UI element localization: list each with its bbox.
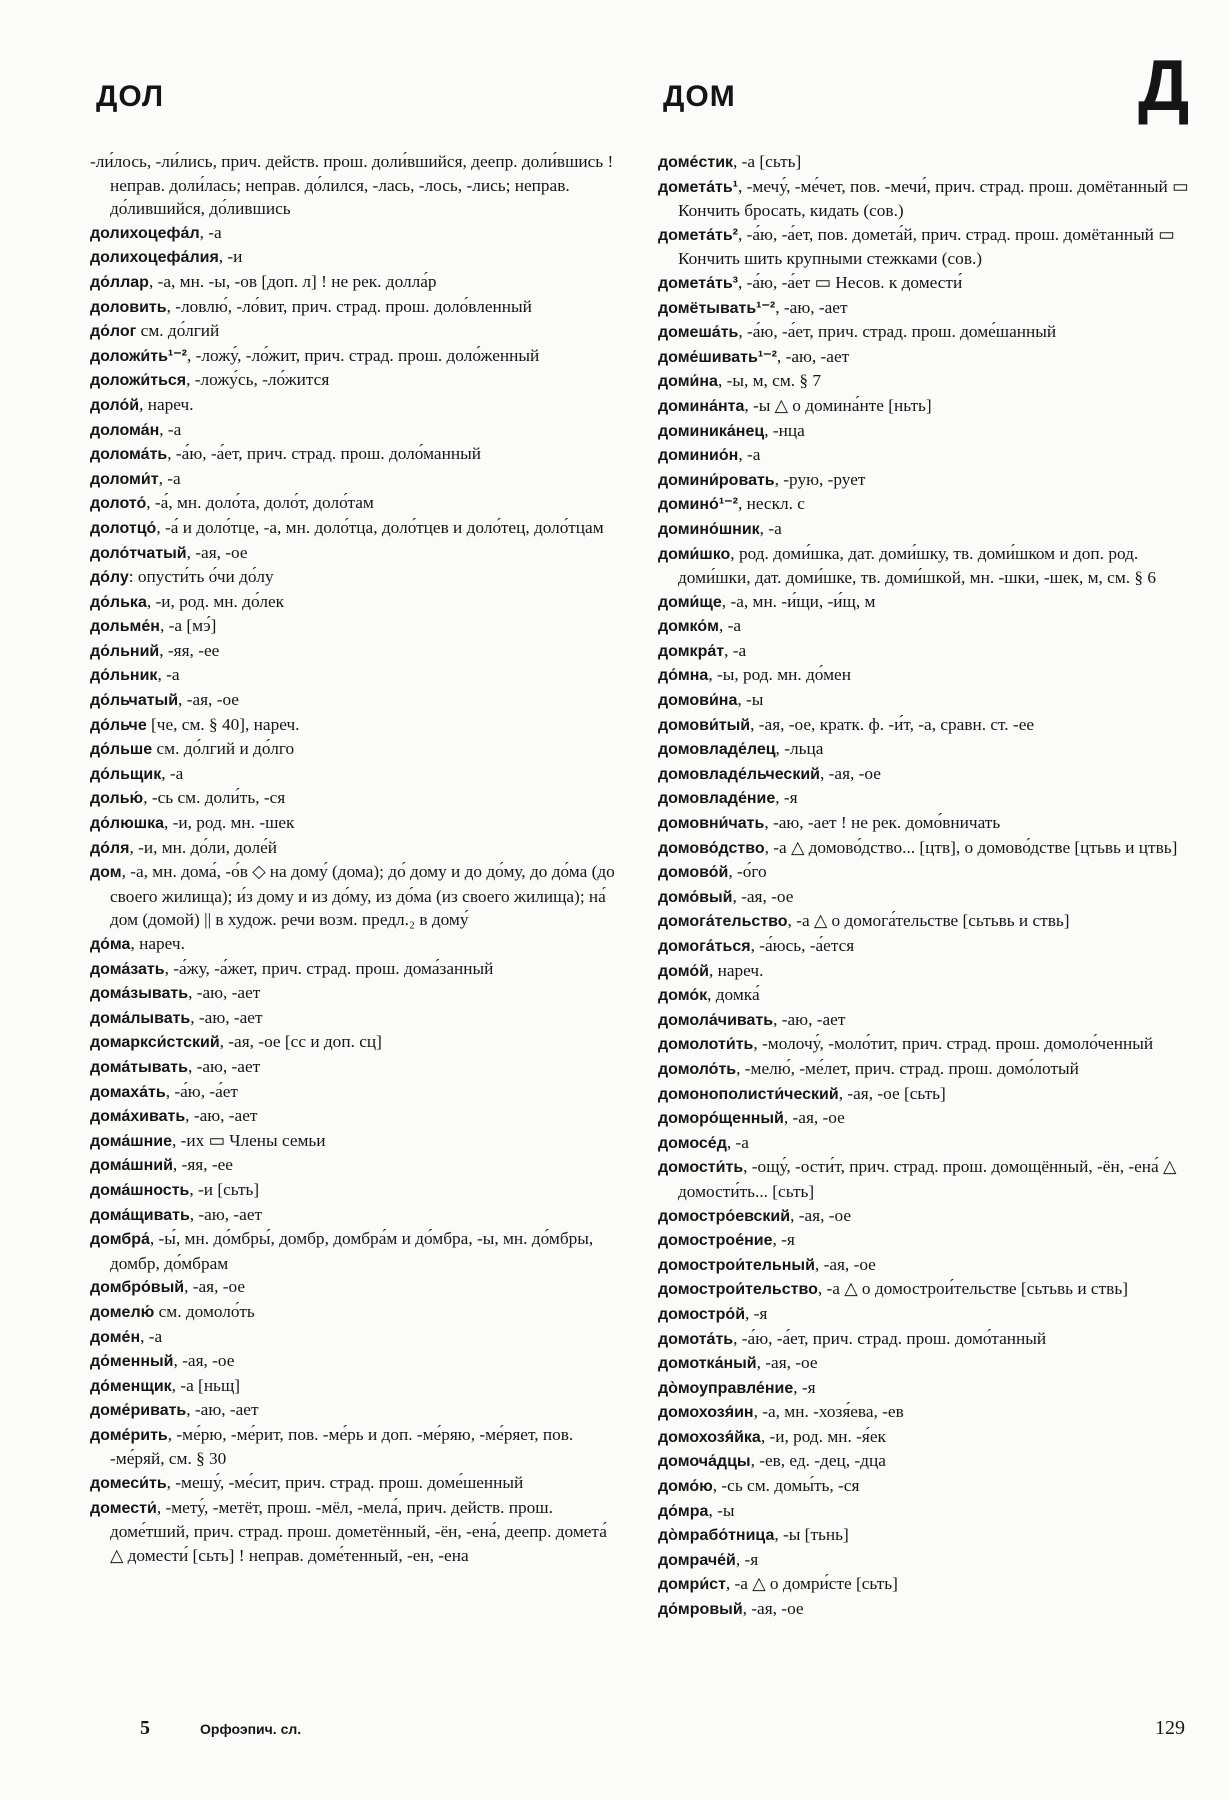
- headword: домри́ст: [658, 1576, 726, 1594]
- dictionary-entry: домаркси́стский, -ая, -ое [сс и доп. сц]: [90, 1032, 382, 1052]
- dictionary-entry: доломи́т, -а: [90, 468, 181, 488]
- headword: домеша́ть: [658, 324, 739, 342]
- headword: доме́стик: [658, 154, 734, 171]
- sheet-title: Орфоэпич. сл.: [200, 1721, 302, 1737]
- headword: домета́ть³: [658, 274, 738, 292]
- headword: до̀моуправле́ние: [658, 1379, 794, 1397]
- headword: доми́ще: [658, 593, 722, 611]
- headword: домоло́ть: [658, 1060, 737, 1078]
- dictionary-entry: долото́, -а́, мн. доло́та, доло́т, доло́там: [90, 493, 374, 513]
- running-head-left: ДОЛ: [96, 80, 165, 113]
- headword: долома́ть: [90, 446, 168, 464]
- headword: долью́: [90, 790, 144, 808]
- dictionary-entry: до́ллар, -а, мн. -ы, -ов [доп. л] ! не рек. долла́р: [90, 271, 437, 291]
- dictionary-entry: домаха́ть, -а́ю, -а́ет: [90, 1081, 238, 1101]
- dictionary-entry: долихоцефа́л, -а: [90, 222, 222, 242]
- headword: дома́шние: [90, 1132, 172, 1150]
- dictionary-entry: до́льний, -яя, -ее: [90, 640, 220, 660]
- headword: домета́ть¹: [658, 178, 738, 196]
- dictionary-entry: домраче́й, -я: [658, 1549, 759, 1569]
- headword: дома́хивать: [90, 1108, 186, 1126]
- headword: домострое́ние: [658, 1232, 773, 1250]
- headword: домино́шник: [658, 520, 760, 538]
- headword: домови́на: [658, 692, 738, 710]
- dictionary-entry: домоло́ть, -мелю́, -ме́лет, прич. страд. прош. домо́лотый: [658, 1058, 1079, 1078]
- headword: до́мра: [658, 1502, 709, 1520]
- headword: до́льщик: [90, 765, 162, 783]
- dictionary-entry: домкра́т, -а: [658, 640, 747, 660]
- dictionary-entry: домета́ть³, -а́ю, -а́ет ▭ Несов. к домести́: [658, 272, 963, 292]
- dictionary-entry: доми́ще, -а, мн. -и́щи, -и́щ, м: [658, 591, 876, 611]
- dictionary-entry: до́лог см. до́лгий: [90, 321, 220, 341]
- headword: домостро́евский: [658, 1207, 791, 1225]
- headword: домовладе́льческий: [658, 765, 821, 783]
- dictionary-entry: домово́й, -о́го: [658, 862, 767, 882]
- dictionary-entry: домохозя́ин, -а, мн. -хозя́ева, -ев: [658, 1402, 904, 1422]
- headword: доме́н: [90, 1328, 141, 1346]
- dictionary-entry: домо́й, нареч.: [658, 960, 764, 980]
- dictionary-entry: до́мра, -ы: [658, 1500, 735, 1520]
- dictionary-entry: домина́нта, -ы △ о домина́нте [ньть]: [658, 395, 932, 415]
- headword: домко́м: [658, 618, 719, 636]
- dictionary-entry: до́люшка, -и, род. мн. -шек: [90, 813, 295, 833]
- dictionary-entry: доме́рить, -ме́рю, -ме́рит, пов. -ме́рь и доп. -ме́ряю, -ме́ряет, пов. -ме́ряй, см. § 30: [90, 1424, 574, 1469]
- dictionary-entry: домино́¹⁻², нескл. с: [658, 494, 805, 514]
- dictionary-entry: домостро́й, -я: [658, 1303, 768, 1323]
- dictionary-entry: домётывать¹⁻², -аю, -ает: [658, 297, 848, 317]
- headword: домаркси́стский: [90, 1034, 220, 1052]
- dictionary-entry: доминика́нец, -нца: [658, 420, 805, 440]
- dictionary-entry: домола́чивать, -аю, -ает: [658, 1009, 846, 1029]
- headword: домета́ть²: [658, 226, 738, 244]
- headword: дома́шний: [90, 1157, 173, 1175]
- dictionary-entry: домовладе́льческий, -ая, -ое: [658, 763, 881, 783]
- headword: домо́к: [658, 987, 708, 1005]
- dictionary-entry: домострое́ние, -я: [658, 1230, 795, 1250]
- dictionary-entry: дома́щивать, -аю, -ает: [90, 1204, 263, 1224]
- headword: доложи́ть¹⁻²: [90, 347, 187, 365]
- dictionary-entry: до́льник, -а: [90, 665, 180, 685]
- dictionary-entry: доложи́ть¹⁻², -ложу́, -ло́жит, прич. страд. прош. доло́женный: [90, 345, 540, 365]
- headword: до́люшка: [90, 815, 164, 833]
- dictionary-entry: домбро́вый, -ая, -ое: [90, 1277, 246, 1297]
- headword: дом: [90, 864, 122, 882]
- headword: до́мровый: [658, 1601, 743, 1619]
- dictionary-entry: до́менный, -ая, -ое: [90, 1351, 235, 1371]
- headword: доме́ривать: [90, 1402, 187, 1420]
- headword: до̀мрабо́тница: [658, 1527, 775, 1545]
- dictionary-entry: доми́шко, род. доми́шка, дат. доми́шку, тв. доми́шком и доп. род. доми́шки, дат. доми́шке, тв. доми́шкой, мн. -шки, -шек, м, см. § 6: [658, 543, 1157, 588]
- headword: долотцо́: [90, 519, 157, 537]
- right-column: [658, 150, 1193, 1622]
- headword: домово́дство: [658, 839, 765, 857]
- dictionary-entry: доми́на, -ы, м, см. § 7: [658, 371, 822, 391]
- dictionary-entry: дома́зать, -а́жу, -а́жет, прич. страд. прош. дома́занный: [90, 958, 494, 978]
- headword: домбро́вый: [90, 1279, 185, 1297]
- headword: доло́тчатый: [90, 544, 187, 562]
- headword: до́льчатый: [90, 692, 179, 710]
- dictionary-entry: домонополисти́ческий, -ая, -ое [сьть]: [658, 1083, 946, 1103]
- headword: доловить: [90, 298, 167, 316]
- headword: домраче́й: [658, 1551, 736, 1569]
- headword: доминио́н: [658, 447, 739, 465]
- headword: домелю́: [90, 1303, 155, 1321]
- headword: доми́шко: [658, 545, 731, 563]
- dictionary-entry: дома́хивать, -аю, -ает: [90, 1106, 258, 1126]
- dictionary-entry: дома́шние, -их ▭ Члены семьи: [90, 1130, 326, 1150]
- headword: домини́ровать: [658, 471, 775, 489]
- headword: доложи́ться: [90, 372, 187, 390]
- dictionary-entry: домовладе́лец, -льца: [658, 739, 824, 759]
- dictionary-entry: -ли́лось, -ли́лись, прич. действ. прош. доли́вшийся, деепр. доли́вшись ! неправ. доли́лась; неправ. до́лился, -лась, -лось, -лись; неправ. до́лившийся, до́лившись: [90, 152, 614, 219]
- headword: дома́щивать: [90, 1206, 190, 1224]
- dictionary-entry: до́менщик, -а [ньщ]: [90, 1375, 241, 1395]
- dictionary-entry: долома́н, -а: [90, 419, 182, 439]
- dictionary-entry: домолоти́ть, -молочу́, -моло́тит, прич. страд. прош. домоло́ченный: [658, 1034, 1154, 1054]
- headword: домести́: [90, 1499, 157, 1517]
- headword: дома́зывать: [90, 985, 189, 1003]
- dictionary-entry: доме́стик, -а [сьть]: [658, 152, 802, 171]
- dictionary-entry: домоча́дцы, -ев, ед. -дец, -дца: [658, 1451, 886, 1471]
- dictionary-entry: домко́м, -а: [658, 616, 742, 636]
- headword: до́лу: [90, 569, 129, 587]
- headword: домовни́чать: [658, 815, 765, 833]
- dictionary-entry: домострои́тельство, -а △ о домострои́тельстве [сьтьвь и ствь]: [658, 1279, 1128, 1299]
- dictionary-entry: домотка́ный, -ая, -ое: [658, 1353, 818, 1373]
- headword: домо́й: [658, 962, 709, 980]
- headword: дома́шность: [90, 1181, 190, 1199]
- dictionary-entry: домострои́тельный, -ая, -ое: [658, 1254, 876, 1274]
- headword: домовладе́ние: [658, 790, 776, 808]
- dictionary-entry: домино́шник, -а: [658, 518, 782, 538]
- headword: доме́шивать¹⁻²: [658, 348, 777, 366]
- dictionary-entry: до́лька, -и, род. мн. до́лек: [90, 591, 285, 611]
- dictionary-entry: домеси́ть, -мешу́, -ме́сит, прич. страд. прош. доме́шенный: [90, 1473, 524, 1493]
- dictionary-entry: доло́й, нареч.: [90, 394, 194, 414]
- headword: домови́тый: [658, 716, 751, 734]
- dictionary-entry: до́льчатый, -ая, -ое: [90, 690, 239, 710]
- dictionary-entry: дома́зывать, -аю, -ает: [90, 983, 261, 1003]
- headword: домётывать¹⁻²: [658, 299, 776, 317]
- headword: домбра́: [90, 1231, 150, 1249]
- dictionary-entry: дом, -а, мн. дома́, -о́в ◇ на дому́ (дома); до́ дому и до до́му, до до́ма (до своего жилища); и́з дому и из до́му, из до́ма (из своего жилища); на́ дом (домой) || в худож. речи возм. предл.₂ в дому́: [90, 862, 615, 930]
- headword: до́ма: [90, 936, 131, 953]
- left-column: [90, 150, 620, 1567]
- dictionary-entry: до́ма, нареч.: [90, 934, 185, 953]
- dictionary-entry: домбра́, -ы́, мн. до́мбры́, домбр, домбра́м и до́мбра, -ы, мн. до́мбры, домбр, до́мбрам: [90, 1229, 594, 1273]
- dictionary-entry: до́льче [че, см. § 40], нареч.: [90, 714, 300, 734]
- headword: домонополисти́ческий: [658, 1085, 839, 1103]
- dictionary-entry: домини́ровать, -рую, -рует: [658, 469, 866, 489]
- headword: домолоти́ть: [658, 1036, 754, 1054]
- dictionary-entry: домести́, -мету́, -метёт, прош. -мёл, -мела́, прич. действ. прош. доме́тший, прич. страд. прош. дометённый, -ён, -ена́, деепр. домета́ △ домести́ [сьть] ! неправ. доме́тенный, -ен, -ена: [90, 1497, 607, 1565]
- headword: домохозя́йка: [658, 1428, 761, 1446]
- dictionary-entry: дома́шний, -яя, -ее: [90, 1155, 233, 1175]
- page-number: 129: [1155, 1717, 1185, 1739]
- dictionary-entry: долихоцефа́лия, -и: [90, 247, 243, 267]
- dictionary-entry: до́ля, -и, мн. до́ли, доле́й: [90, 837, 278, 857]
- headword: дома́лывать: [90, 1009, 191, 1027]
- dictionary-entry: доложи́ться, -ложу́сь, -ло́жится: [90, 370, 330, 390]
- headword: доминика́нец: [658, 422, 765, 440]
- headword: доме́рить: [90, 1426, 168, 1444]
- dictionary-entry: домога́тельство, -а △ о домога́тельстве [сьтьвь и ствь]: [658, 911, 1070, 931]
- headword: доморо́щенный: [658, 1110, 784, 1128]
- dictionary-entry: доло́тчатый, -ая, -ое: [90, 542, 248, 562]
- dictionary-entry: домо́ю, -сь см. домы́ть, -ся: [658, 1476, 860, 1496]
- headword: долома́н: [90, 421, 160, 439]
- headword: домо́ю: [658, 1478, 713, 1496]
- headword: домота́ть: [658, 1330, 734, 1348]
- headword: домово́й: [658, 864, 729, 882]
- dictionary-entry: до́льше см. до́лгий и до́лго: [90, 739, 295, 759]
- headword: домаха́ть: [90, 1083, 166, 1101]
- headword: домога́ться: [658, 938, 751, 955]
- headword: долихоцефа́л: [90, 224, 200, 242]
- dictionary-entry: домово́дство, -а △ домово́дство... [цтв], о домово́дстве [цтьвь и цтвь]: [658, 837, 1178, 857]
- dictionary-entry: домови́тый, -ая, -ое, кратк. ф. -и́т, -а, сравн. ст. -ее: [658, 714, 1035, 734]
- dictionary-entry: домости́ть, -ощу́, -ости́т, прич. страд. прош. домощённый, -ён, -ена́ △ домости́ть... [сьть]: [658, 1157, 1177, 1201]
- section-letter: Д: [1138, 46, 1190, 126]
- headword: до́льний: [90, 642, 160, 660]
- dictionary-entry: до́мна, -ы, род. мн. до́мен: [658, 665, 851, 685]
- headword: дольме́н: [90, 618, 160, 636]
- dictionary-entry: домовни́чать, -аю, -ает ! не рек. домо́вничать: [658, 813, 1001, 833]
- dictionary-entry: домостро́евский, -ая, -ое: [658, 1205, 852, 1225]
- headword: домина́нта: [658, 397, 745, 415]
- headword: домовладе́лец: [658, 741, 776, 759]
- headword: домосе́д: [658, 1134, 727, 1152]
- headword: дома́тывать: [90, 1058, 188, 1076]
- headword: до́лог: [90, 323, 137, 341]
- dictionary-entry: доловить, -ловлю́, -ло́вит, прич. страд. прош. доло́вленный: [90, 296, 532, 316]
- headword: доломи́т: [90, 470, 159, 488]
- dictionary-entry: доме́шивать¹⁻², -аю, -ает: [658, 346, 850, 366]
- headword: до́менщик: [90, 1377, 172, 1395]
- dictionary-entry: домога́ться, -а́юсь, -а́ется: [658, 936, 855, 955]
- headword: домеси́ть: [90, 1475, 167, 1493]
- dictionary-entry: домовладе́ние, -я: [658, 788, 798, 808]
- dictionary-entry: долью́, -сь см. доли́ть, -ся: [90, 788, 286, 808]
- headword: до́лька: [90, 593, 147, 611]
- dictionary-entry: дольме́н, -а [мэ́]: [90, 616, 217, 636]
- headword: доми́на: [658, 373, 718, 391]
- dictionary-entry: доморо́щенный, -ая, -ое: [658, 1108, 845, 1128]
- dictionary-entry: до̀мрабо́тница, -ы [тьнь]: [658, 1525, 849, 1545]
- dictionary-entry: дома́шность, -и [сьть]: [90, 1179, 260, 1199]
- headword: до́льник: [90, 667, 158, 685]
- headword: домо́вый: [658, 888, 733, 906]
- dictionary-entry: доминио́н, -а: [658, 445, 761, 465]
- sheet-number: 5: [140, 1717, 150, 1739]
- headword: до́менный: [90, 1353, 174, 1371]
- headword: до́ля: [90, 839, 130, 857]
- headword: долихоцефа́лия: [90, 249, 219, 267]
- headword: доло́й: [90, 396, 140, 414]
- headword: домострои́тельство: [658, 1281, 818, 1299]
- dictionary-entry: домета́ть², -а́ю, -а́ет, пов. домета́й, прич. страд. прош. домётанный ▭ Кончить шить крупными стежками (сов.): [658, 224, 1175, 269]
- running-head-right: ДОМ: [663, 80, 736, 113]
- dictionary-entry: домеша́ть, -а́ю, -а́ет, прич. страд. прош. доме́шанный: [658, 322, 1057, 342]
- dictionary-entry: домо́к, домка́: [658, 985, 760, 1005]
- headword: домола́чивать: [658, 1011, 774, 1029]
- dictionary-entry: дома́тывать, -аю, -ает: [90, 1056, 261, 1076]
- dictionary-entry: доме́ривать, -аю, -ает: [90, 1400, 259, 1420]
- headword: дома́зать: [90, 960, 165, 978]
- headword: домога́тельство: [658, 913, 788, 931]
- dictionary-entry: домета́ть¹, -мечу́, -ме́чет, пов. -мечи́, прич. страд. прош. домётанный ▭ Кончить бросать, кидать (сов.): [658, 176, 1189, 221]
- dictionary-entry: доме́н, -а: [90, 1326, 163, 1346]
- headword: домострои́тельный: [658, 1256, 815, 1274]
- headword: домотка́ный: [658, 1355, 757, 1373]
- dictionary-entry: до̀моуправле́ние, -я: [658, 1377, 816, 1397]
- dictionary-entry: до́лу: опусти́ть о́чи до́лу: [90, 567, 274, 587]
- headword: до́льче: [90, 716, 147, 734]
- headword: до́ллар: [90, 273, 149, 291]
- dictionary-entry: домота́ть, -а́ю, -а́ет, прич. страд. прош. домо́танный: [658, 1328, 1047, 1348]
- dictionary-entry: до́мровый, -ая, -ое: [658, 1599, 804, 1619]
- dictionary-entry: домосе́д, -а: [658, 1132, 749, 1152]
- dictionary-entry: долома́ть, -а́ю, -а́ет, прич. страд. прош. доло́манный: [90, 444, 481, 464]
- headword: до́льше: [90, 741, 153, 759]
- dictionary-entry: домо́вый, -ая, -ое: [658, 886, 794, 906]
- dictionary-entry: до́льщик, -а: [90, 763, 184, 783]
- dictionary-entry: дома́лывать, -аю, -ает: [90, 1007, 263, 1027]
- dictionary-entry: долотцо́, -а́ и доло́тце, -а, мн. доло́тца, доло́тцев и доло́тец, доло́тцам: [90, 517, 604, 537]
- dictionary-entry: домелю́ см. домоло́ть: [90, 1301, 255, 1321]
- dictionary-entry: домови́на, -ы: [658, 690, 764, 710]
- dictionary-entry: домри́ст, -а △ о домри́сте [сьть]: [658, 1574, 898, 1594]
- headword: домости́ть: [658, 1159, 744, 1177]
- headword: домохозя́ин: [658, 1404, 754, 1422]
- headword: домостро́й: [658, 1305, 746, 1323]
- headword: до́мна: [658, 667, 709, 685]
- headword: домоча́дцы: [658, 1453, 751, 1471]
- headword: домкра́т: [658, 642, 725, 660]
- headword: домино́¹⁻²: [658, 496, 738, 514]
- dictionary-entry: домохозя́йка, -и, род. мн. -я́ек: [658, 1426, 886, 1446]
- headword: долото́: [90, 495, 147, 513]
